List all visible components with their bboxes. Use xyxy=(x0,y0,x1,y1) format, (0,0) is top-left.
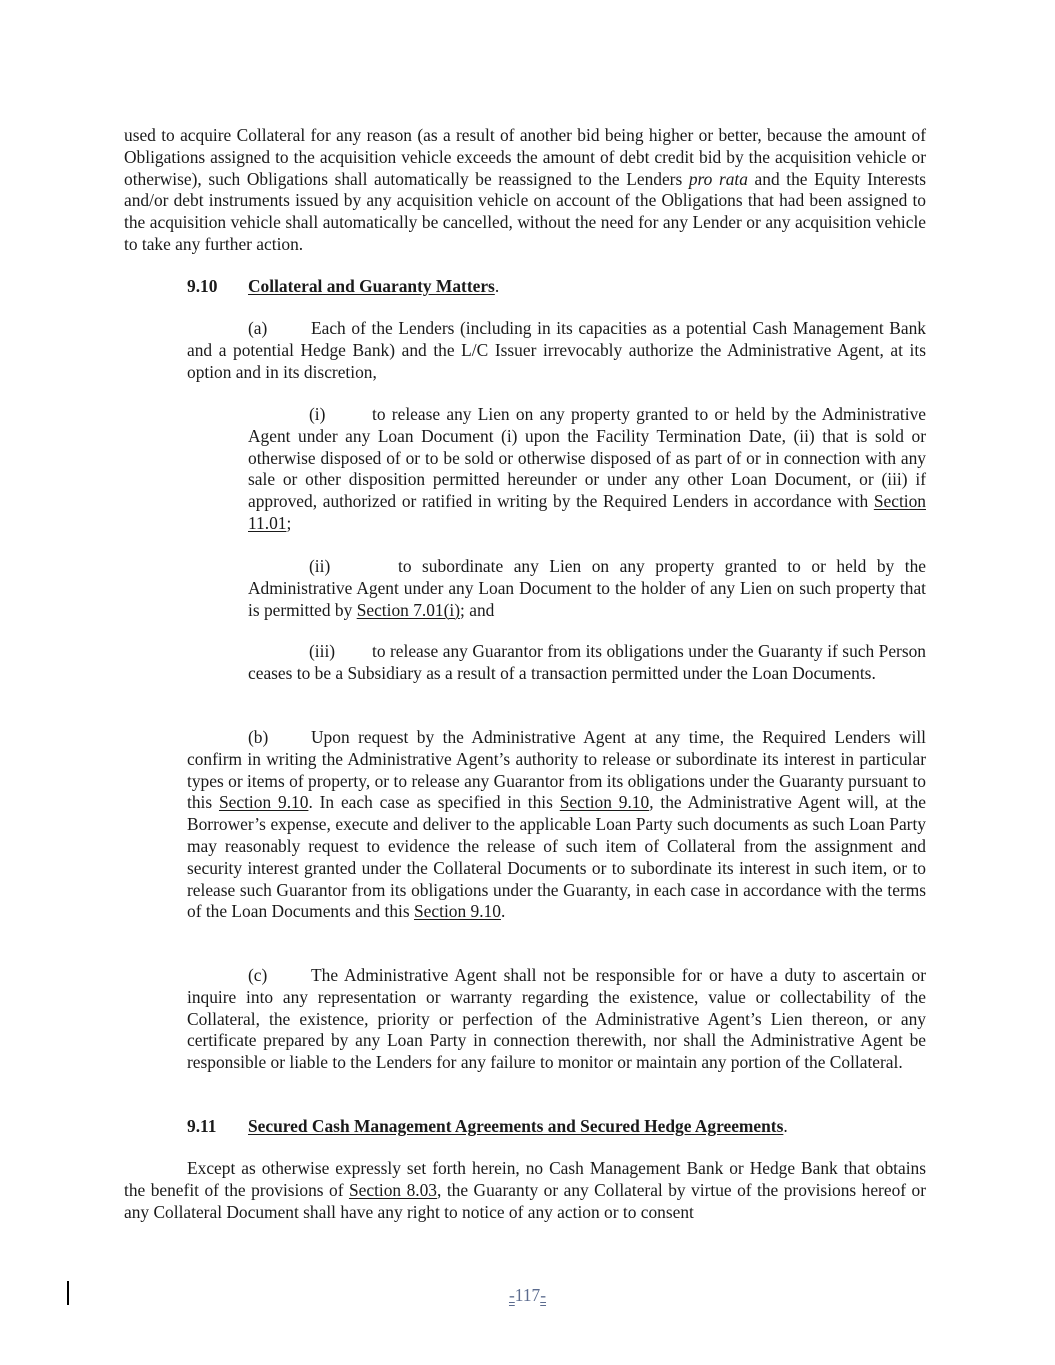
paragraph-a xyxy=(187,318,926,383)
section-reference-link[interactable]: Section 8.03 xyxy=(348,1179,438,1200)
paragraph-text: The Administrative Agent shall not be responsible for or have a duty to ascertain or inquire into any representation or warranty regarding the existence, value or collectability of the Collateral, the existence, priority or perfection of the Administrative Agent’s Lien thereon, or any certificate prepared by any Loan Party in connection therewith, nor shall the Administrative Agent be responsible or liable to the Lenders for any failure to monitor or maintain any portion of the Collateral. xyxy=(187,965,926,1073)
paragraph-text: Except as otherwise expressly set forth herein, no Cash Management Bank or Hedge Bank that obtains the benefit of the provisions of xyxy=(124,1158,926,1200)
section-reference-link[interactable]: Section 7.01(i) xyxy=(356,599,461,620)
paragraph-label: (b) xyxy=(248,727,269,747)
paragraph-text: to release any Guarantor from its obligations under the Guaranty if such Person ceases to be a Subsidiary as a result of a transaction permitted under the Loan Documents. xyxy=(248,641,926,683)
section-title: Secured Cash Management Agreements and Secured Hedge Agreements xyxy=(248,1116,784,1136)
section-title-period: . xyxy=(783,1116,788,1136)
section-heading-9-11 xyxy=(187,1116,926,1138)
section-heading-9-10 xyxy=(187,276,926,298)
paragraph-b xyxy=(187,727,926,923)
paragraph-text: and the Equity Interests and/or debt instruments issued by any acquisition vehicle on account of the Obligations that had been assigned to the acquisition vehicle shall automatically be cancelled, without the need for any Lender or any acquisition vehicle to take any further action. xyxy=(124,168,926,254)
paragraph-text: , the Administrative Agent will, at the Borrower’s expense, execute and deliver to the applicable Loan Party such documents as such Loan Party may reasonably request to evidence the release of such item of Collateral from the assignment and security interest granted under the Collateral Documents or to subordinate its interest in such item, or to release such Guarantor from its obligations under the Guaranty, in each case in accordance with the terms of the Loan Documents and this xyxy=(187,792,926,922)
paragraph-text: Upon request by the Administrative Agent at any time, the Required Lenders will confirm in writing the Administrative Agent’s authority to release or subordinate its interest in particular types or items of property, or to release any Guarantor from its obligations under the Guaranty pursuant to this xyxy=(187,727,926,813)
paragraph-label: (a) xyxy=(248,318,268,338)
paragraph-label: (ii) xyxy=(309,556,331,576)
paragraph-text: . xyxy=(500,901,506,922)
paragraph-label: (iii) xyxy=(309,641,336,661)
section-reference-link[interactable]: Section 9.10 xyxy=(218,792,309,813)
paragraph-text: to subordinate any Lien on any property granted to or held by the Administrative Agent under any Loan Document to the holder of any Lien on such property that is permitted by xyxy=(248,556,926,620)
section-number: 9.10 xyxy=(187,276,218,296)
paragraph-text: Each of the Lenders (including in its capacities as a potential Cash Management Bank and a potential Hedge Bank) and the L/C Issuer irrevocably authorize the Administrative Agent, at its option and in its discretion, xyxy=(187,318,926,382)
section-reference-link[interactable]: Section 9.10 xyxy=(414,901,501,922)
page-number: 117 xyxy=(514,1285,541,1305)
paragraph-label: (c) xyxy=(248,965,268,985)
paragraph-text: ; xyxy=(286,512,292,533)
paragraph-label: (i) xyxy=(309,404,326,424)
page-number-dash: - xyxy=(540,1285,547,1305)
section-title-period: . xyxy=(494,276,500,296)
continuation-paragraph xyxy=(124,125,926,256)
section-reference-link[interactable]: Section 9.10 xyxy=(559,792,650,813)
page-number-footer xyxy=(0,1285,1055,1307)
section-reference-link[interactable]: Section 11.01 xyxy=(248,491,926,533)
section-title: Collateral and Guaranty Matters xyxy=(248,276,495,296)
page-number-dash: - xyxy=(508,1285,515,1305)
paragraph-c xyxy=(187,965,926,1074)
paragraph-i xyxy=(248,404,926,535)
paragraph-text: . In each case as specified in this xyxy=(308,792,560,813)
paragraph-text: , the Guaranty or any Collateral by virtue of the provisions hereof or any Collateral Document shall have any right to notice of any action or to consent xyxy=(124,1179,926,1222)
paragraph-text: to release any Lien on any property granted to or held by the Administrative Agent under any Loan Document (i) upon the Facility Termination Date, (ii) that is sold or otherwise disposed of or to be sold or otherwise disposed of as part of or in connection with any sale or other disposition permitted hereunder or under any other Loan Document, or (iii) if approved, authorized or ratified in writing by the Required Lenders in accordance with xyxy=(248,404,926,512)
paragraph-text: used to acquire Collateral for any reason (as a result of another bid being higher or better, because the amount of Obligations assigned to the acquisition vehicle exceeds the amount of debt credit bid by the acquisition vehicle or otherwise), such Obligations shall automatically be reassigned to the Lenders xyxy=(124,125,926,189)
paragraph-text: ; and xyxy=(460,599,495,620)
paragraph-9-11 xyxy=(124,1158,926,1223)
italic-term: pro rata xyxy=(688,168,748,189)
paragraph-iii xyxy=(248,641,926,685)
section-number: 9.11 xyxy=(187,1116,217,1136)
paragraph-ii xyxy=(248,556,926,621)
